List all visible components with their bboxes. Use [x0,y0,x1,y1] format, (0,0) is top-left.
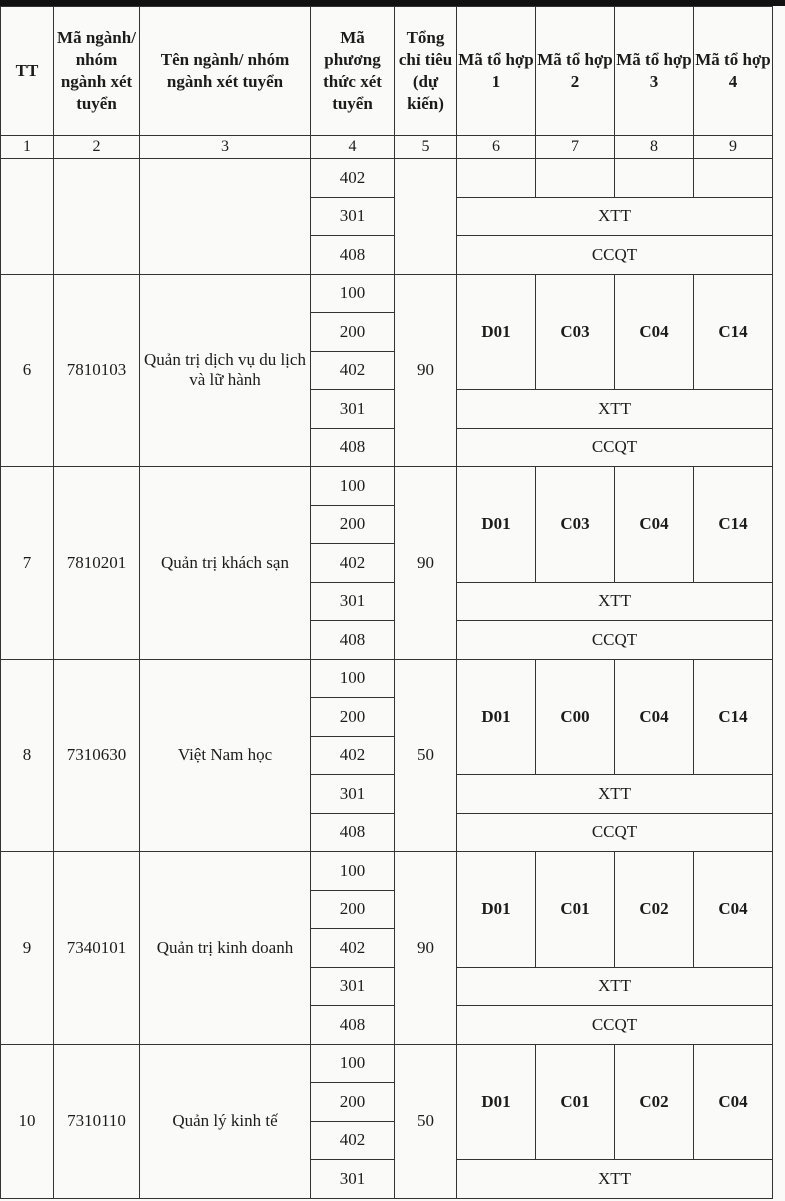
method-cell: 200 [311,698,395,737]
combo-cell: D01 [457,467,536,583]
ccqt-cell: CCQT [457,236,773,275]
column-number: 4 [311,136,395,159]
combo-cell: C04 [615,467,694,583]
combo-cell: C02 [615,1044,694,1160]
name-cell: Quản trị dịch vụ du lịch và lữ hành [140,274,311,467]
combo-cell [615,159,694,198]
xtt-cell: XTT [457,1160,773,1199]
combo-cell: C02 [615,852,694,968]
xtt-cell: XTT [457,967,773,1006]
name-cell: Quản lý kinh tế [140,1044,311,1198]
header-to-hop-2: Mã tổ hợp 2 [536,7,615,136]
combo-cell: C04 [694,1044,773,1160]
scanned-page [0,6,785,1201]
combo-cell: C04 [694,852,773,968]
method-cell: 100 [311,659,395,698]
code-cell: 7310630 [54,659,140,852]
method-cell: 402 [311,1121,395,1160]
method-cell: 301 [311,775,395,814]
column-number: 8 [615,136,694,159]
table-row [1,659,773,698]
column-number: 2 [54,136,140,159]
combo-cell [694,159,773,198]
combo-cell: D01 [457,274,536,390]
code-cell: 7810103 [54,274,140,467]
method-cell: 301 [311,582,395,621]
method-cell: 200 [311,313,395,352]
combo-cell: C01 [536,1044,615,1160]
quota-cell: 50 [395,659,457,852]
method-cell: 402 [311,159,395,198]
method-cell: 402 [311,929,395,968]
method-cell: 408 [311,428,395,467]
tt-cell: 9 [1,852,54,1045]
method-cell: 200 [311,890,395,929]
tt-cell: 10 [1,1044,54,1198]
method-cell: 301 [311,967,395,1006]
header-to-hop-3: Mã tổ hợp 3 [615,7,694,136]
quota-cell: 50 [395,1044,457,1198]
combo-cell: C14 [694,274,773,390]
ccqt-cell: CCQT [457,1006,773,1045]
quota-cell: 90 [395,274,457,467]
method-cell: 200 [311,1083,395,1122]
header-to-hop-4: Mã tổ hợp 4 [694,7,773,136]
header-ma-nganh: Mã ngành/ nhóm ngành xét tuyển [54,7,140,136]
tt-cell: 8 [1,659,54,852]
method-cell: 301 [311,1160,395,1199]
ccqt-cell: CCQT [457,813,773,852]
tt-cell: 7 [1,467,54,660]
combo-cell: C04 [615,659,694,775]
column-number: 7 [536,136,615,159]
method-cell: 402 [311,351,395,390]
code-cell: 7310110 [54,1044,140,1198]
xtt-cell: XTT [457,775,773,814]
code-cell: 7340101 [54,852,140,1045]
xtt-cell: XTT [457,197,773,236]
column-number: 6 [457,136,536,159]
code-cell: 7810201 [54,467,140,660]
combo-cell: D01 [457,659,536,775]
table-row [1,1044,773,1083]
method-cell: 402 [311,544,395,583]
quota-cell: 90 [395,852,457,1045]
name-cell: Quản trị kinh doanh [140,852,311,1045]
header-ma-phuong-thuc: Mã phương thức xét tuyển [311,7,395,136]
combo-cell: D01 [457,1044,536,1160]
table-row [1,159,773,198]
header-tong-chi-tieu: Tổng chỉ tiêu (dự kiến) [395,7,457,136]
name-cell [140,159,311,275]
name-cell: Việt Nam học [140,659,311,852]
method-cell: 408 [311,236,395,275]
method-cell: 408 [311,621,395,660]
combo-cell: D01 [457,852,536,968]
method-cell: 100 [311,467,395,506]
tt-cell: 6 [1,274,54,467]
xtt-cell: XTT [457,582,773,621]
header-row [1,7,773,136]
method-cell: 408 [311,1006,395,1045]
method-cell: 200 [311,505,395,544]
method-cell: 100 [311,852,395,891]
combo-cell [536,159,615,198]
table-row [1,274,773,313]
header-tt: TT [1,7,54,136]
ccqt-cell: CCQT [457,621,773,660]
combo-cell: C03 [536,274,615,390]
column-number-row [1,136,773,159]
tt-cell [1,159,54,275]
column-number: 1 [1,136,54,159]
method-cell: 100 [311,274,395,313]
table-row [1,467,773,506]
header-ten-nganh: Tên ngành/ nhóm ngành xét tuyển [140,7,311,136]
combo-cell: C04 [615,274,694,390]
column-number: 9 [694,136,773,159]
header-to-hop-1: Mã tổ hợp 1 [457,7,536,136]
table-row [1,852,773,891]
name-cell: Quản trị khách sạn [140,467,311,660]
method-cell: 301 [311,197,395,236]
ccqt-cell: CCQT [457,428,773,467]
admission-table [0,6,773,1199]
combo-cell: C14 [694,659,773,775]
method-cell: 301 [311,390,395,429]
column-number: 3 [140,136,311,159]
combo-cell: C01 [536,852,615,968]
combo-cell: C00 [536,659,615,775]
xtt-cell: XTT [457,390,773,429]
method-cell: 100 [311,1044,395,1083]
combo-cell [457,159,536,198]
column-number: 5 [395,136,457,159]
method-cell: 402 [311,736,395,775]
combo-cell: C03 [536,467,615,583]
quota-cell [395,159,457,275]
method-cell: 408 [311,813,395,852]
quota-cell: 90 [395,467,457,660]
code-cell [54,159,140,275]
combo-cell: C14 [694,467,773,583]
